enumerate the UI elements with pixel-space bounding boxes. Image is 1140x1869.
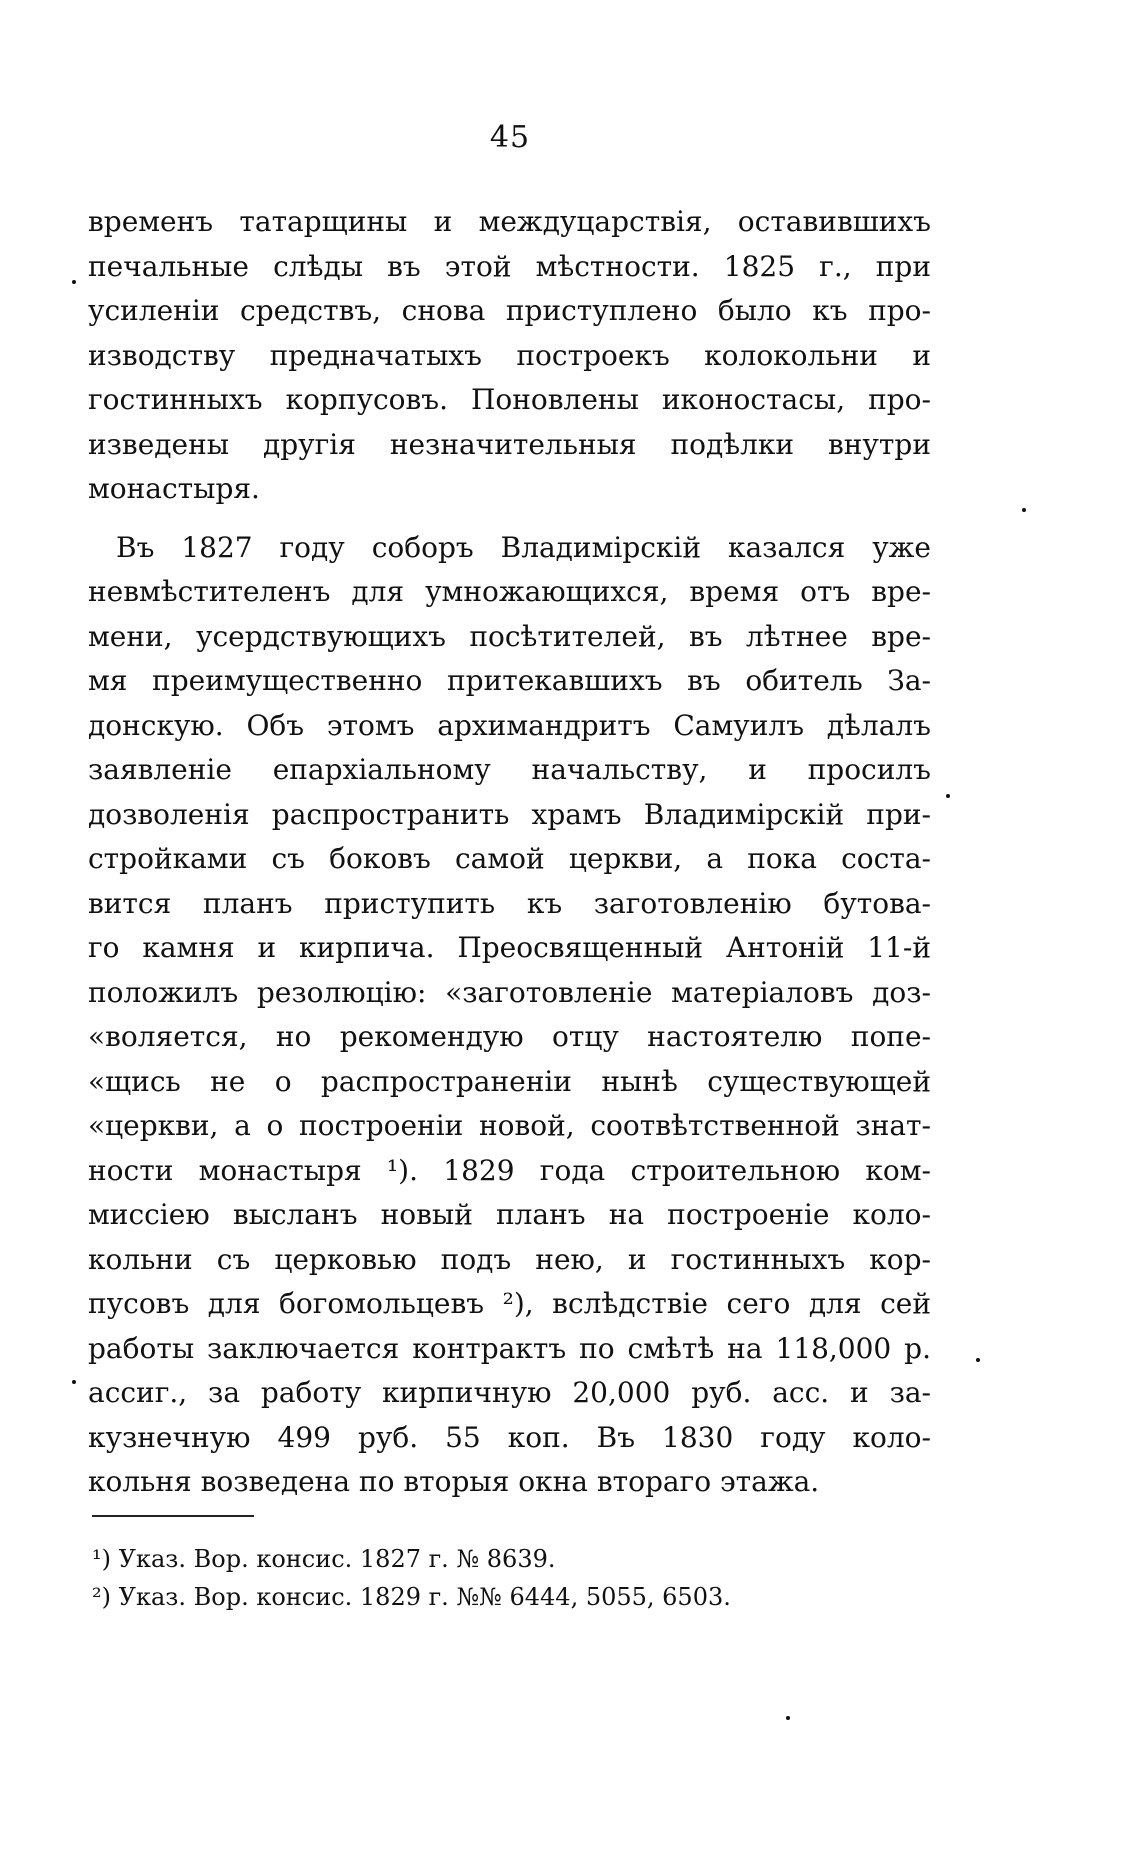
text-line: гостинныхъ корпусовъ. Поновлены иконостасы, про- [88,383,931,416]
text-line: работы заключается контрактъ по смѣтѣ на 118,000 р. [88,1331,931,1365]
footnote: ¹) Указ. Вор. консис. 1827 г. № 8639. [92,1545,556,1573]
text-line: кольня возведена по вторыя окна втораго этажа. [88,1465,820,1498]
text-line: ассиг., за работу кирпичную 20,000 руб. асс. и за- [88,1376,931,1409]
ink-speck [786,1716,790,1720]
text-line: вится планъ приступить къ заготовленію бутова- [88,886,931,920]
text-line: невмѣстителенъ для умножающихся, время отъ вре- [88,575,931,608]
page-number: 45 [489,120,531,155]
text-line: кузнечную 499 руб. 55 коп. Въ 1830 году коло- [88,1420,931,1454]
text-line: Въ 1827 году соборъ Владимірскій казался уже [116,530,931,564]
text-line: мени, усердствующихъ посѣтителей, въ лѣтнее вре- [88,619,931,653]
text-line: донскую. Объ этомъ архимандритъ Самуилъ дѣлалъ [88,708,931,742]
footnote-separator [92,1515,254,1517]
ink-speck [72,1380,76,1384]
text-line: ности монастыря ¹). 1829 года строительною ком- [88,1153,931,1187]
text-line: положилъ резолюцію: «заготовленіе матеріаловъ доз- [88,975,931,1009]
text-line: изводству предначатыхъ построекъ колокольни и [88,338,931,372]
text-line: временъ татарщины и междуцарствія, оставившихъ [88,205,931,238]
text-line: пусовъ для богомольцевъ ²), вслѣдствіе сего для сей [88,1287,931,1320]
text-line: мя преимущественно притекавшихъ въ обитель За- [88,664,931,697]
main-text [88,200,931,1505]
ink-speck [72,280,76,284]
text-line: «щись не о распространеніи нынѣ существующей [88,1064,931,1098]
text-line: изведены другія незначительныя подѣлки внутри [88,427,931,461]
text-line: печальные слѣды въ этой мѣстности. 1825 г., при [88,249,931,283]
text-line: кольни съ церковью подъ нею, и гостинныхъ кор- [88,1242,931,1276]
footnotes [92,1540,892,1616]
text-line: миссіею высланъ новый планъ на построеніе коло- [88,1198,931,1231]
text-line: заявленіе епархіальному начальству, и просилъ [88,753,931,786]
text-line: усиленіи средствъ, снова приступлено было къ про- [88,294,931,327]
ink-speck [1022,508,1026,512]
paragraph-gap [88,512,931,526]
text-line: дозволенія распространить храмъ Владимірскій при- [88,797,931,831]
ink-speck [976,1358,980,1362]
text-line: монастыря. [88,472,260,505]
ink-speck [946,794,950,798]
text-line: «церкви, а о построеніи новой, соотвѣтственной знат- [88,1109,931,1142]
footnote: ²) Указ. Вор. консис. 1829 г. №№ 6444, 5055, 6503. [92,1583,731,1611]
text-line: «воляется, но рекомендую отцу настоятелю попе- [88,1020,931,1053]
text-line: стройками съ боковъ самой церкви, а пока соста- [88,842,931,875]
text-line: го камня и кирпича. Преосвященный Антоній 11-й [88,931,931,964]
